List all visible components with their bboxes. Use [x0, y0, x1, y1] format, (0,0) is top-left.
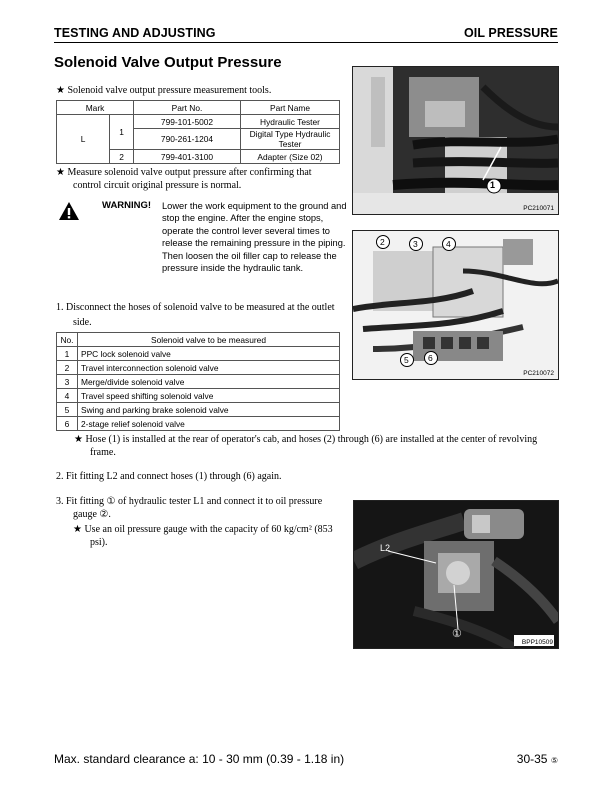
row-valve: Swing and parking brake solenoid valve [78, 403, 340, 417]
row-no: 5 [57, 403, 78, 417]
intro-note: ★ Solenoid valve output pressure measurement tools. [56, 85, 272, 96]
warning-icon [58, 201, 80, 221]
row-no: 3 [57, 375, 78, 389]
step-1-cont: side. [73, 317, 92, 328]
page-title: Solenoid Valve Output Pressure [54, 54, 282, 71]
step-1: 1. Disconnect the hoses of solenoid valve to be measured at the outlet [56, 302, 335, 313]
col-header: No. [57, 333, 78, 347]
sub-cell: 1 [110, 115, 134, 150]
col-header: Mark [57, 101, 134, 115]
warning-label: WARNING! [102, 200, 152, 211]
page-header [54, 26, 558, 43]
photo-callout: 4 [446, 239, 451, 249]
photo-callout: 1 [490, 180, 496, 190]
photo-caption: PC210072 [523, 370, 554, 377]
photo-callout: 2 [380, 237, 385, 247]
row-no: 1 [57, 347, 78, 361]
part-no-cell: 799-101-5002 [134, 115, 241, 129]
tools-table [56, 100, 340, 164]
step-3-cont: gauge ②. [73, 509, 111, 520]
part-no-cell: 790-261-1204 [134, 129, 241, 150]
row-valve: Travel interconnection solenoid valve [78, 361, 340, 375]
part-name-cell: Adapter (Size 02) [241, 150, 340, 164]
step-3-note: ★ Use an oil pressure gauge with the capacity of 60 kg/cm² (853 [73, 524, 333, 535]
step-3-note-cont: psi). [90, 537, 108, 548]
mark-cell: L [57, 115, 110, 164]
step-2: 2. Fit fitting L2 and connect hoses (1) through (6) again. [56, 471, 282, 482]
table-row [57, 347, 340, 361]
page-number-value: 30-35 [516, 752, 548, 766]
solenoid-valves-table [56, 332, 340, 431]
row-valve: Merge/divide solenoid valve [78, 375, 340, 389]
part-name-cell: Hydraulic Tester [241, 115, 340, 129]
photo-hose-1 [352, 66, 559, 215]
photo-callout: 6 [428, 353, 433, 363]
photo-caption: BPP10509 [521, 639, 553, 646]
measure-note-cont: control circuit original pressure is normal. [73, 180, 242, 191]
row-no: 4 [57, 389, 78, 403]
step-3: 3. Fit fitting ① of hydraulic tester L1 and connect it to oil pressure [56, 496, 323, 507]
hose-note-cont: frame. [90, 447, 116, 458]
col-header: Solenoid valve to be measured [78, 333, 340, 347]
row-no: 2 [57, 361, 78, 375]
hose-note: ★ Hose (1) is installed at the rear of operator's cab, and hoses (2) through (6) are installed at the center of revolving [74, 434, 538, 445]
measure-note: ★ Measure solenoid valve output pressure after confirming that [56, 167, 312, 178]
row-valve: 2-stage relief solenoid valve [78, 417, 340, 431]
photo-callout: ① [452, 628, 462, 640]
table-row [57, 361, 340, 375]
table-row [57, 403, 340, 417]
photo-tester-fitting [353, 500, 559, 649]
table-row [57, 389, 340, 403]
part-name-cell: Digital Type Hydraulic Tester [241, 129, 340, 150]
row-valve: PPC lock solenoid valve [78, 347, 340, 361]
header-topic: OIL PRESSURE [463, 26, 558, 40]
revision-mark: ⑤ [550, 756, 558, 765]
photo-callout: 5 [404, 355, 409, 365]
header-section: TESTING AND ADJUSTING [54, 26, 216, 40]
row-no: 6 [57, 417, 78, 431]
photo-callout: L2 [380, 543, 391, 553]
col-header: Part Name [241, 101, 340, 115]
photo-hoses-2-6 [352, 230, 559, 380]
table-row [57, 375, 340, 389]
row-valve: Travel speed shifting solenoid valve [78, 389, 340, 403]
sub-cell: 2 [110, 150, 134, 164]
page-number [517, 752, 558, 766]
part-no-cell: 799-401-3100 [134, 150, 241, 164]
photo-caption: PC210071 [523, 205, 554, 212]
footer-note: Max. standard clearance a: 10 - 30 mm (0.39 - 1.18 in) [54, 752, 345, 766]
photo-callout: 3 [413, 239, 418, 249]
warning-text: Lower the work equipment to the ground and stop the engine. After the engine stops, operate the control lever several times to release the remaining pressure in the piping. Then loosen the oil filler cap to release the pressure inside the hydraulic tank. [162, 201, 347, 274]
table-row [57, 417, 340, 431]
col-header: Part No. [134, 101, 241, 115]
